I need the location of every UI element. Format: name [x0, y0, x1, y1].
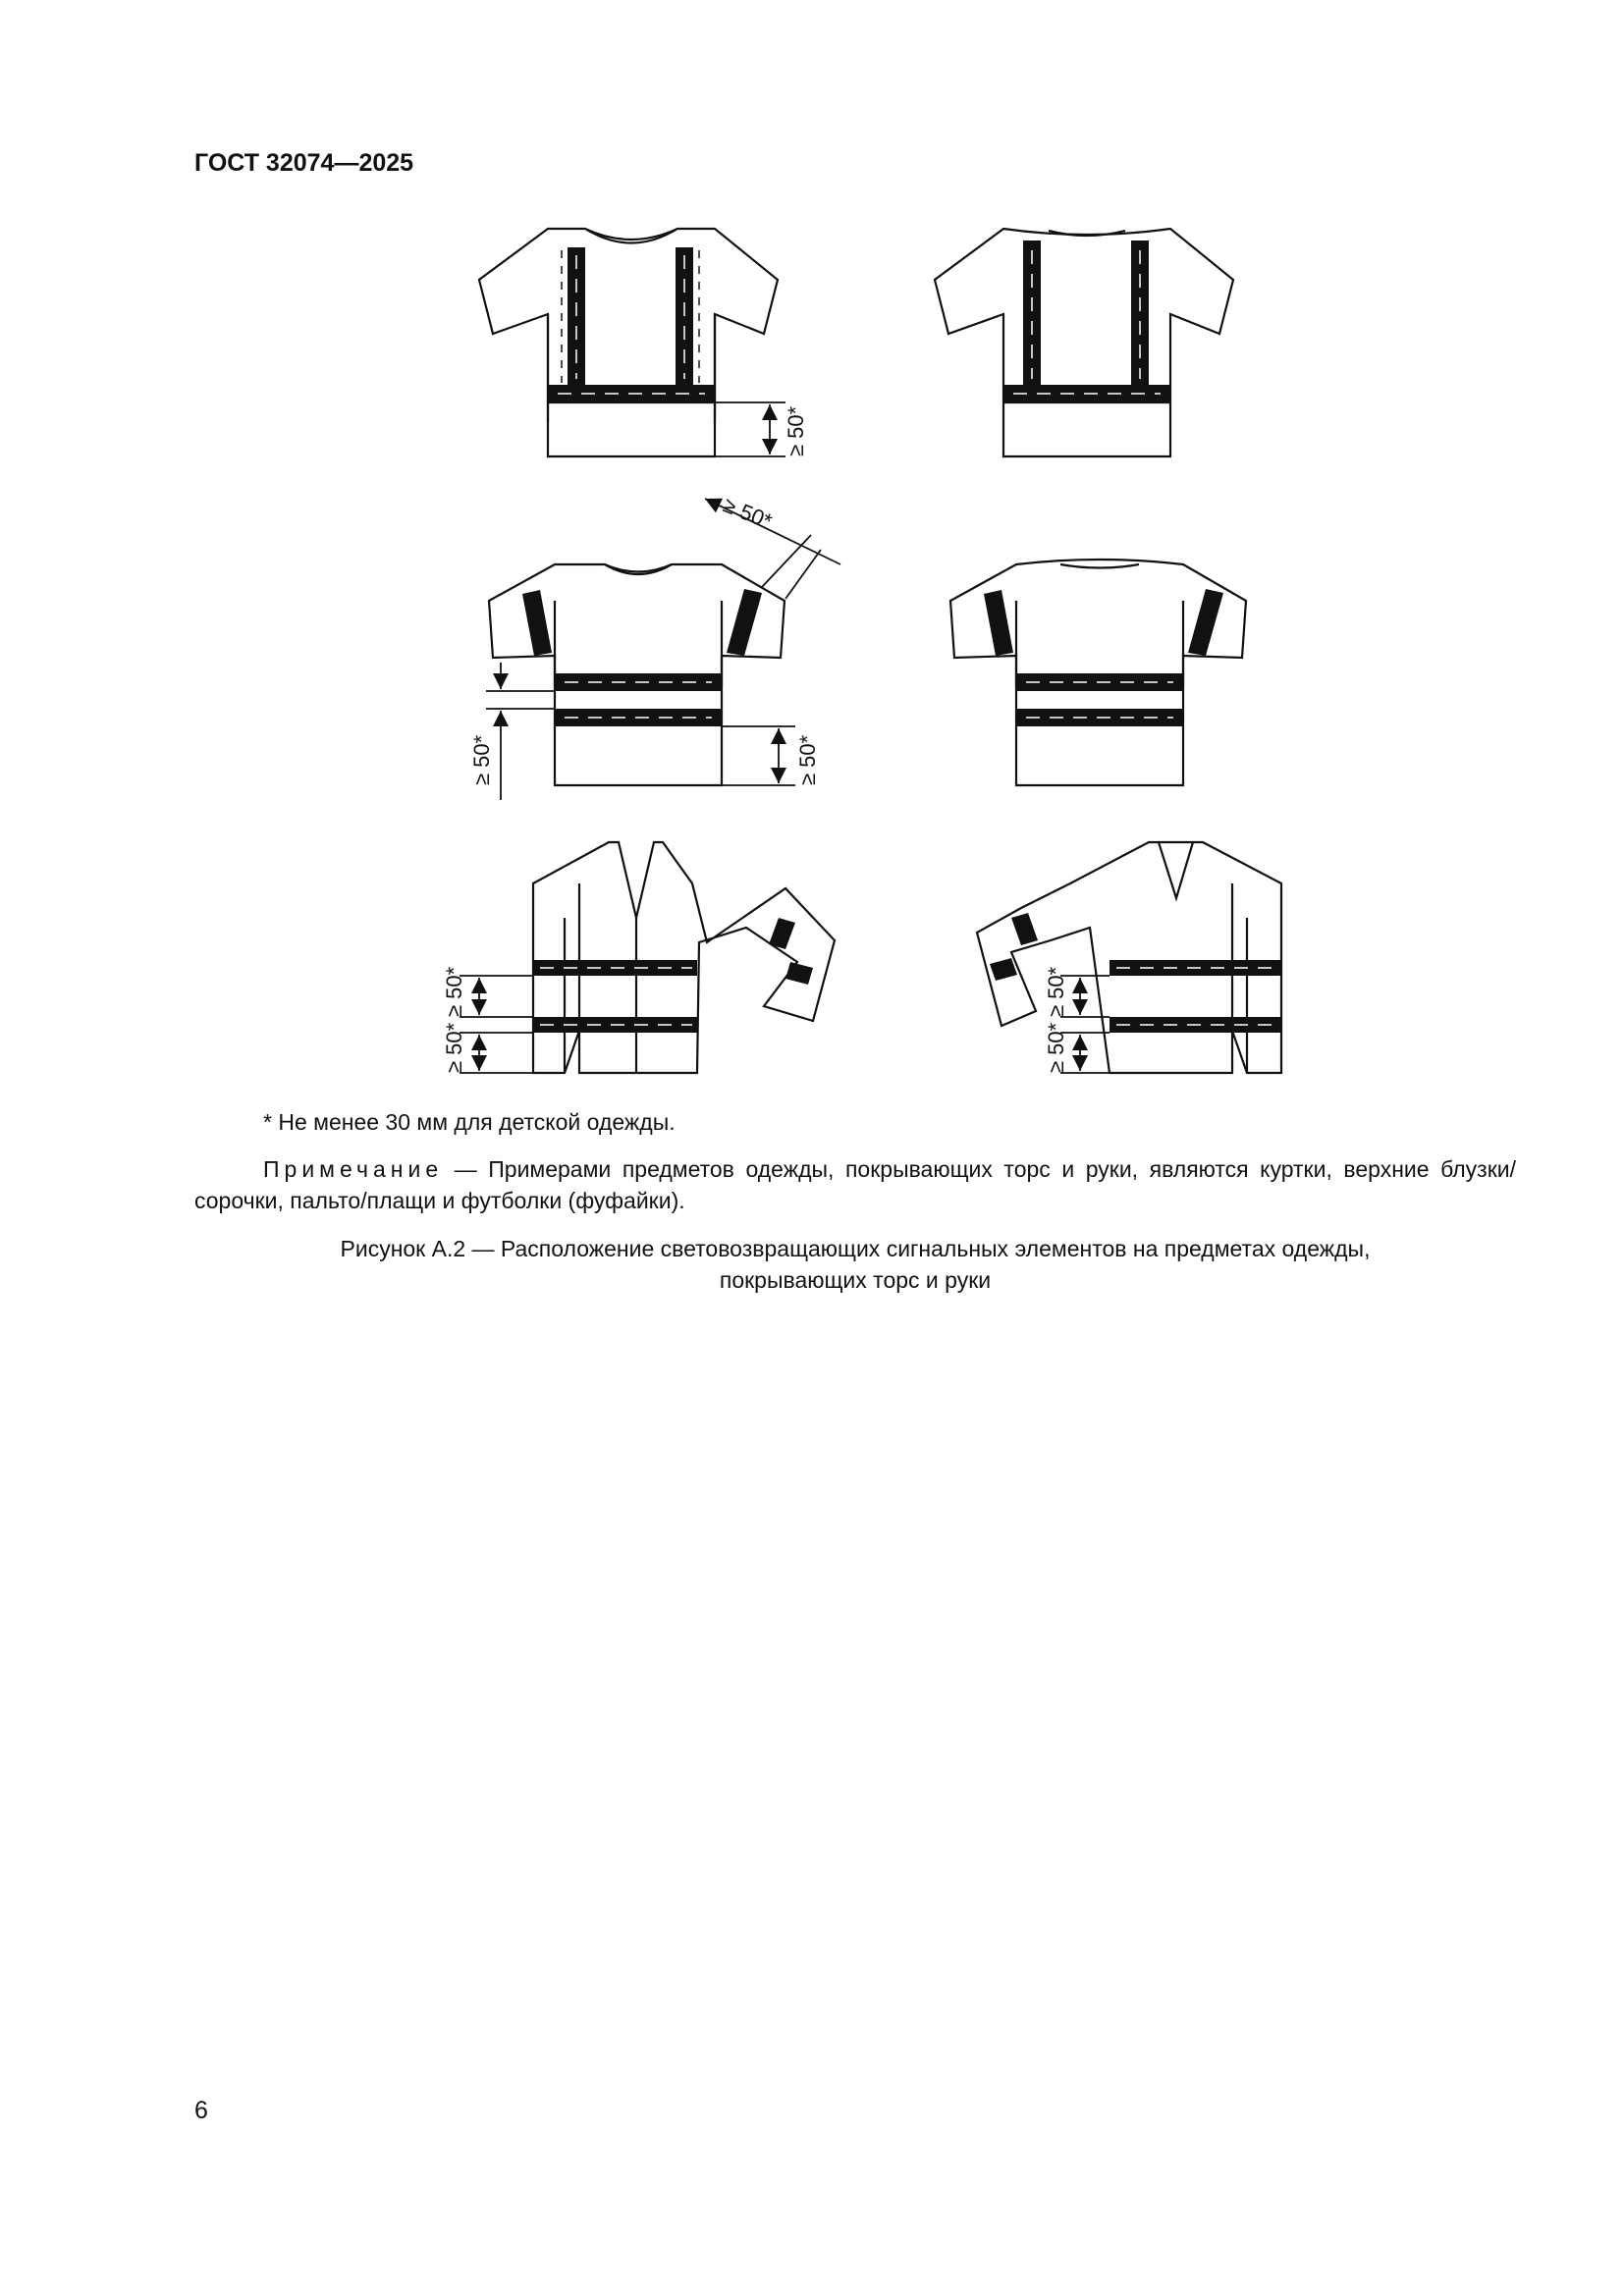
- dimension-label: ≥ 50*: [720, 492, 776, 534]
- note-text: — Примерами предметов одежды, покрывающих торс и руки, являются куртки, верхние блузки/сорочки, пальто/плащи и футболки (фуфайки).: [194, 1156, 1516, 1213]
- note: [194, 1153, 1516, 1216]
- dimension-jacket-front: [460, 976, 533, 1073]
- caption-line-1: Рисунок А.2 — Расположение световозвращающих сигнальных элементов на предметах одежды,: [340, 1236, 1371, 1261]
- dimension-label: ≥ 50*: [442, 1022, 466, 1073]
- document-header: ГОСТ 32074—2025: [194, 149, 414, 177]
- dimension-label: ≥ 50*: [795, 734, 820, 785]
- figure-a2-garments: [0, 0, 1624, 1099]
- dimension-label: ≥ 50*: [1044, 966, 1068, 1017]
- figure-caption: [194, 1233, 1516, 1296]
- dimension-label: ≥ 50*: [784, 405, 808, 456]
- note-label: Примечание: [263, 1156, 444, 1182]
- page-number: 6: [194, 2097, 208, 2124]
- dimension-label: ≥ 50*: [442, 966, 466, 1017]
- tshirt-vest-back: [935, 229, 1233, 456]
- caption-line-2: покрывающих торс и руки: [719, 1267, 992, 1293]
- dimension-vest-front: [715, 402, 785, 456]
- dimension-label: ≥ 50*: [1044, 1022, 1068, 1073]
- jacket-front: [533, 842, 835, 1073]
- footnote: * Не менее 30 мм для детской одежды.: [263, 1109, 676, 1135]
- jacket-back: [977, 842, 1281, 1073]
- tshirt-vest-front: [479, 229, 778, 456]
- dimension-label: ≥ 50*: [469, 734, 494, 785]
